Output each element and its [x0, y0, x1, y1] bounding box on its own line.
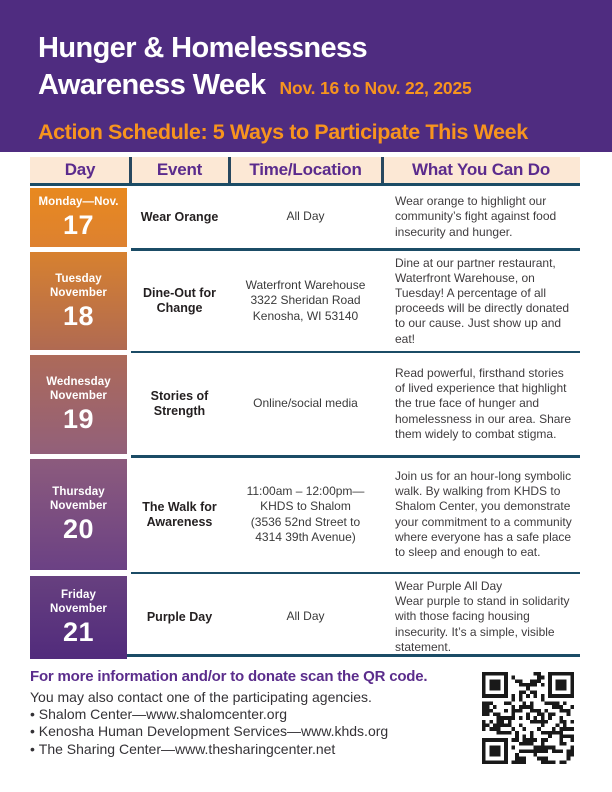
- day-number: 17: [62, 209, 95, 240]
- description-text: Wear purple to stand in solidarity with those facing housing insecurity. It’s a simple, visible statement.: [395, 594, 570, 654]
- day-cell: [30, 576, 127, 659]
- masthead: [0, 0, 612, 152]
- day-name: Friday: [60, 588, 97, 601]
- qr-code: [482, 672, 574, 764]
- day-cell: [30, 459, 127, 570]
- time-line: (3536 52nd Street to: [250, 514, 361, 529]
- date-range: Nov. 16 to Nov. 22, 2025: [279, 78, 472, 98]
- description-text: Read powerful, firsthand stories of lived experience that highlight the true face of hunger and homelessness in our area. Share them widely to combat stigma.: [395, 365, 572, 441]
- description-text: Dine at our partner restaurant, Waterfront Warehouse, on Tuesday! A percentage of all proceeds will be directly donated to our cause. Just show up and eat!: [395, 255, 570, 346]
- time-line: All Day: [286, 209, 325, 224]
- action-schedule-subtitle: Action Schedule: 5 Ways to Participate This Week: [38, 120, 528, 144]
- agency-sharing-center: • The Sharing Center—www.thesharingcenter.net: [30, 741, 470, 758]
- day-month: November: [49, 286, 108, 299]
- time-location-cell: [229, 458, 382, 572]
- event-cell: Purple Day: [146, 609, 213, 624]
- agency-khds: • Kenosha Human Development Services—www.khds.org: [30, 723, 470, 740]
- donate-cta: For more information and/or to donate scan the QR code.: [30, 668, 428, 685]
- description-text: Wear orange to highlight our community’s fight against food insecurity and hunger.: [395, 194, 557, 239]
- column-header-event: Event: [130, 157, 229, 183]
- description-cell: [382, 458, 580, 572]
- event-cell: Wear Orange: [140, 209, 219, 224]
- contact-line: You may also contact one of the participating agencies.: [30, 689, 372, 705]
- time-line: 4314 39th Avenue): [255, 530, 356, 544]
- table-body: [30, 186, 580, 657]
- column-header-day: Day: [64, 160, 96, 179]
- table-header-row: [30, 157, 580, 186]
- day-number: 19: [62, 403, 95, 434]
- schedule-table: [30, 157, 580, 657]
- day-month: November: [49, 500, 108, 512]
- event-cell: Stories of Strength: [150, 389, 209, 418]
- day-name: Thursday: [52, 486, 105, 498]
- footer: [30, 668, 470, 758]
- description-cell: [382, 251, 580, 352]
- page-title-line2: [38, 67, 612, 107]
- time-line: Waterfront Warehouse: [245, 277, 366, 292]
- day-number: 21: [62, 616, 95, 647]
- time-location-cell: [229, 574, 382, 660]
- day-name: Tuesday: [55, 272, 102, 285]
- time-location-cell: [229, 251, 382, 352]
- time-line: 3322 Sheridan Road: [250, 293, 361, 308]
- column-header-time-location: Time/Location: [229, 157, 382, 183]
- column-header-what-you-can-do: What You Can Do: [382, 157, 580, 183]
- day-cell: [30, 188, 127, 247]
- day-number: 18: [62, 300, 95, 331]
- time-location-cell: [229, 353, 382, 455]
- table-row: [30, 251, 580, 351]
- description-cell: [382, 186, 580, 248]
- day-name: Wednesday: [46, 375, 111, 388]
- table-row: [30, 353, 580, 455]
- day-cell: [30, 252, 127, 350]
- time-line: All Day: [286, 609, 325, 624]
- description-text: Wear Purple All Day: [395, 579, 503, 593]
- time-line: Online/social media: [253, 396, 358, 411]
- day-name: Monday—Nov.: [38, 195, 119, 208]
- page-title-line1: Hunger & Homelessness: [38, 32, 368, 64]
- table-row: [30, 186, 580, 248]
- day-number: 20: [62, 514, 95, 544]
- description-cell: [382, 353, 580, 455]
- description-cell: [382, 574, 580, 660]
- time-location-cell: [229, 186, 382, 248]
- event-cell: The Walk for Awareness: [142, 499, 217, 529]
- time-line: Kenosha, WI 53140: [252, 308, 359, 323]
- time-line: 11:00am – 12:00pm—: [246, 483, 365, 498]
- description-text: Join us for an hour-long symbolic walk. By walking from KHDS to Shalom Center, you demonstrate your commitment to a community where everyone has a safe place to sleep and enough to eat.: [395, 468, 572, 559]
- agency-shalom-center: • Shalom Center—www.shalomcenter.org: [30, 706, 470, 723]
- event-cell: Dine-Out for Change: [143, 286, 216, 316]
- day-cell: [30, 355, 127, 454]
- day-month: November: [49, 602, 108, 615]
- table-row: [30, 574, 580, 654]
- day-month: November: [49, 389, 108, 402]
- page-title-line2-text: Awareness Week: [38, 69, 266, 101]
- time-line: KHDS to Shalom: [260, 499, 351, 513]
- table-row: [30, 458, 580, 572]
